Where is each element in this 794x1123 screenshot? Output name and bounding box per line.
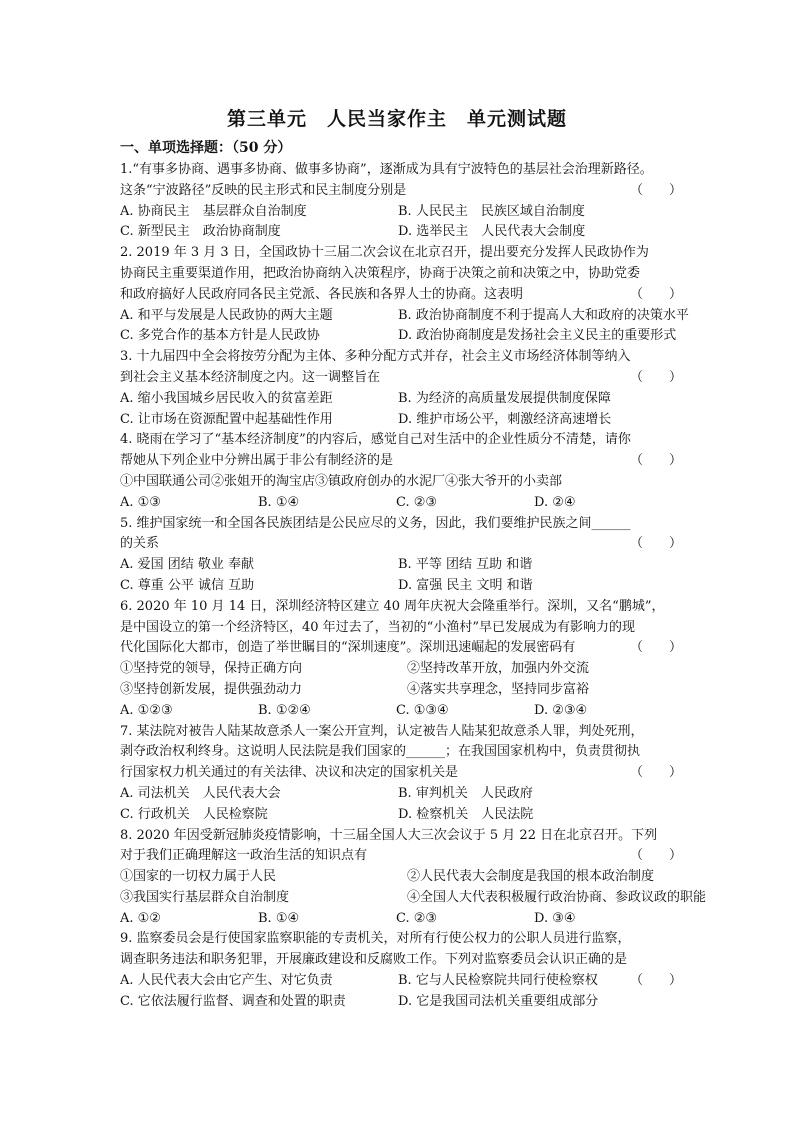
- answer-option: B. 它与人民检察院共同行使检察权: [398, 973, 598, 989]
- question-4: [120, 430, 683, 513]
- question-stem-text: 4. 晓雨在学习了“基本经济制度”的内容后，感觉自己对生活中的企业性质分不清楚，请你: [120, 432, 631, 448]
- answer-bracket: （ ）: [630, 182, 683, 198]
- answer-option: C. 行政机关 人民检察院: [120, 806, 268, 822]
- answer-choice: D. ②④: [534, 494, 576, 510]
- question-stem-line: [120, 264, 676, 285]
- question-stem-line: [120, 160, 676, 181]
- answer-option: D. 维护市场公平，刺激经济高速增长: [398, 411, 612, 427]
- answer-option: C. 多党合作的基本方针是人民政协: [120, 328, 320, 344]
- question-stem-text: 调查职务违法和职务犯罪，开展廉政建设和反腐败工作。下列对监察委员会认识正确的是: [120, 952, 628, 968]
- question-stem-line: [120, 638, 683, 659]
- answer-choice: D. ②③④: [534, 702, 588, 718]
- answer-option: B. 为经济的高质量发展提供制度保障: [398, 390, 611, 406]
- question-stem-text: 帮她从下列企业中分辨出属于非公有制经济的是: [120, 453, 394, 469]
- question-stem-line: [120, 514, 676, 535]
- answer-option: C. 新型民主 政治协商制度: [120, 224, 281, 240]
- answer-bracket: （ ）: [630, 765, 683, 781]
- answer-choice: A. ①②③: [120, 702, 173, 718]
- choice-row: [120, 493, 676, 514]
- question-stem-line: [120, 368, 683, 389]
- question-stem-text: 9. 监察委员会是行使国家监察职能的专责机关，对所有行使公权力的公职人员进行监察，: [120, 931, 631, 947]
- question-stem-line: [120, 430, 676, 451]
- answer-choice: C. ①③④: [396, 702, 449, 718]
- question-3: [120, 347, 683, 430]
- answer-option: C. 它依法履行监督、调查和处置的职责: [120, 993, 346, 1009]
- question-stem-line: [120, 929, 676, 950]
- answer-choice: B. ①④: [258, 494, 300, 510]
- question-stem-text: 代化国际化大都市，创造了举世瞩目的“深圳速度”。深圳迅速崛起的发展密码有: [120, 640, 576, 656]
- answer-option: A. 司法机关 人民代表大会: [120, 785, 281, 801]
- answer-bracket: （ ）: [630, 640, 683, 656]
- statement-row: [120, 472, 676, 493]
- statement-row: [120, 888, 707, 909]
- question-stem-text: 1.“有事多协商、遇事多协商、做事多协商”，逐渐成为具有宁波特色的基层社会治理新路径。: [120, 162, 653, 177]
- question-stem-text: 6. 2020 年 10 月 14 日，深圳经济特区建立 40 周年庆祝大会隆重举行。深圳，又名“鹏城”，: [120, 598, 665, 614]
- question-1: [120, 160, 683, 243]
- answer-option: D. 选举民主 人民代表大会制度: [398, 224, 586, 240]
- statement-item: ①坚持党的领导，保持正确方向: [120, 661, 303, 677]
- answer-choice: B. ①④: [258, 910, 300, 926]
- answer-choice: D. ③④: [534, 910, 576, 926]
- question-stem-text: 到社会主义基本经济制度之内。这一调整旨在: [120, 369, 381, 385]
- statement-row: [120, 659, 676, 680]
- option-row: [120, 784, 676, 805]
- option-row: [120, 410, 676, 431]
- answer-option: D. 检察机关 人民法院: [398, 806, 534, 822]
- question-stem-line: [120, 451, 683, 472]
- statement-item: ①国家的一切权力属于人民: [120, 869, 277, 885]
- option-row: [120, 971, 683, 992]
- question-stem-line: [120, 763, 683, 784]
- statement-item: ④落实共享理念，坚持同步富裕: [407, 681, 590, 697]
- answer-option: A. 爱国 团结 敬业 奉献: [120, 557, 255, 573]
- statement-row: [120, 867, 676, 888]
- question-7: [120, 722, 683, 826]
- option-row: [120, 576, 676, 597]
- question-stem-text: 行国家权力机关通过的有关法律、决议和决定的国家机关是: [120, 765, 459, 781]
- question-stem-line: [120, 826, 676, 847]
- question-stem-text: 5. 维护国家统一和全国各民族团结是公民应尽的义务，因此，我们要维护民族之间______: [120, 515, 631, 531]
- statement-item: ①中国联通公司②张姐开的淘宝店③镇政府创办的水泥厂④张大爷开的小卖部: [120, 473, 563, 489]
- answer-option: C. 让市场在资源配置中起基础性作用: [120, 411, 333, 427]
- option-row: [120, 389, 676, 410]
- answer-option: D. 政治协商制度是发扬社会主义民主的重要形式: [398, 328, 677, 344]
- answer-choice: C. ②③: [396, 494, 438, 510]
- question-stem-text: 是中国设立的第一个经济特区，40 年过去了，当初的“小渔村”早已发展成为有影响力的现: [120, 619, 635, 635]
- question-stem-line: [120, 597, 676, 618]
- answer-option: C. 尊重 公平 诚信 互助: [120, 577, 255, 593]
- question-stem-text: 协商民主重要渠道作用，把政治协商纳入决策程序，协商于决策之前和决策之中，协助党委: [120, 265, 641, 281]
- statement-row: [120, 680, 676, 701]
- statement-item: ④全国人大代表积极履行政治协商、参政议政的职能: [407, 889, 707, 905]
- option-row: [120, 805, 676, 826]
- question-stem-text: 7. 某法院对被告人陆某故意杀人一案公开宣判，认定被告人陆某犯故意杀人罪，判处死刑，: [120, 723, 644, 739]
- question-stem-text: 对于我们正确理解这一政治生活的知识点有: [120, 848, 368, 864]
- answer-option: A. 和平与发展是人民政协的两大主题: [120, 307, 333, 323]
- question-stem-line: [120, 285, 683, 306]
- answer-bracket: （ ）: [630, 848, 683, 864]
- option-row: [120, 306, 689, 327]
- question-stem-text: 3. 十九届四中全会将按劳分配为主体、多种分配方式并存，社会主义市场经济体制等纳入: [120, 349, 631, 365]
- question-stem-line: [120, 181, 683, 202]
- question-stem-line: [120, 722, 676, 743]
- answer-option: B. 政治协商制度不利于提高人大和政府的决策水平: [398, 307, 689, 323]
- answer-option: A. 缩小我国城乡居民收入的贫富差距: [120, 390, 333, 406]
- question-stem-text: 的关系: [120, 536, 160, 552]
- section-heading: 一、单项选择题：（50 分）: [120, 140, 292, 156]
- question-stem-line: [120, 618, 676, 639]
- statement-item: ②人民代表大会制度是我国的根本政治制度: [407, 869, 655, 885]
- answer-choice: A. ①③: [120, 494, 161, 510]
- question-stem-text: 和政府搞好人民政府同各民主党派、各民族和各界人士的协商。这表明: [120, 286, 524, 302]
- option-row: [120, 555, 676, 576]
- question-stem-line: [120, 846, 683, 867]
- statement-item: ②坚持改革开放，加强内外交流: [407, 661, 590, 677]
- question-stem-text: 剥夺政治权利终身。这说明人民法院是我们国家的______；在我国国家机构中，负责贯彻执: [120, 744, 641, 760]
- question-stem-text: 这条“宁波路径”反映的民主形式和民主制度分别是: [120, 182, 407, 198]
- answer-choice: C. ②③: [396, 910, 438, 926]
- option-row: [120, 222, 676, 243]
- page-title: 第三单元 人民当家作主 单元测试题: [226, 108, 567, 130]
- question-stem-line: [120, 347, 676, 368]
- choice-row: [120, 909, 676, 930]
- answer-option: D. 富强 民主 文明 和谐: [398, 577, 533, 593]
- statement-item: ③坚持创新发展，提供强劲动力: [120, 681, 303, 697]
- answer-choice: A. ①②: [120, 910, 161, 926]
- option-row: [120, 326, 676, 347]
- question-list: [120, 160, 707, 1013]
- answer-option: B. 人民民主 民族区域自治制度: [398, 203, 585, 219]
- answer-bracket: （ ）: [630, 453, 683, 469]
- answer-choice: B. ①②④: [258, 702, 311, 718]
- answer-bracket: （ ）: [630, 286, 683, 302]
- answer-bracket: （ ）: [630, 369, 683, 385]
- answer-option: A. 人民代表大会由它产生、对它负责: [120, 973, 333, 989]
- answer-option: A. 协商民主 基层群众自治制度: [120, 203, 307, 219]
- question-stem-text: 2. 2019 年 3 月 3 日，全国政协十三届二次会议在北京召开，提出要充分发挥人民政协作为: [120, 245, 649, 261]
- question-9: [120, 929, 683, 1012]
- question-stem-text: 8. 2020 年因受新冠肺炎疫情影响，十三届全国人大三次会议于 5 月 22 日在北京召开。下列: [120, 827, 658, 843]
- answer-option: B. 审判机关 人民政府: [398, 785, 533, 801]
- choice-row: [120, 701, 676, 722]
- question-stem-line: [120, 950, 676, 971]
- answer-option: D. 它是我国司法机关重要组成部分: [398, 993, 599, 1009]
- question-stem-line: [120, 742, 676, 763]
- answer-bracket: （ ）: [630, 973, 683, 989]
- question-stem-line: [120, 534, 683, 555]
- question-2: [120, 243, 689, 347]
- statement-item: ③我国实行基层群众自治制度: [120, 889, 290, 905]
- option-row: [120, 992, 676, 1013]
- question-6: [120, 597, 683, 722]
- question-5: [120, 514, 683, 597]
- option-row: [120, 202, 676, 223]
- answer-bracket: （ ）: [630, 536, 683, 552]
- answer-option: B. 平等 团结 互助 和谐: [398, 557, 533, 573]
- question-8: [120, 826, 707, 930]
- question-stem-line: [120, 243, 676, 264]
